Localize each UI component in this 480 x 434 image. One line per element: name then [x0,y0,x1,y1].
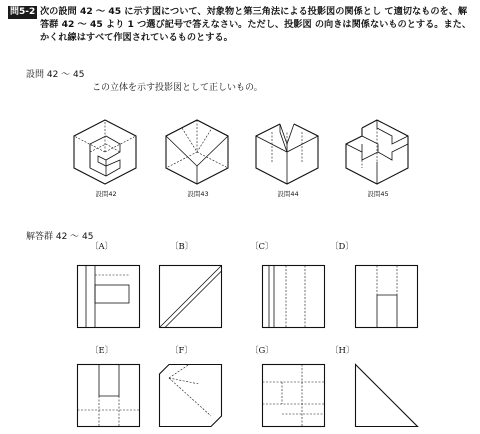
figure-44-isometric [252,118,322,186]
answer-section-label: 解答群 42 ～ 45 [26,232,94,242]
figure-45-caption: 設問45 [367,190,389,198]
choice-c-drawing [262,265,325,328]
figure-45-isometric [342,118,412,186]
choice-a-label: 〔A〕 [90,242,114,252]
figure-43-isometric [162,118,232,186]
choice-d-drawing [355,265,418,328]
choice-e-drawing [77,364,140,427]
choice-a-drawing [77,265,140,328]
question-section-label: 設問 42 ～ 45 [26,70,85,80]
question-instruction: この立体を示す投影図として正しいもの。 [92,83,263,93]
choice-h-label: 〔H〕 [330,346,355,356]
question-header [8,5,474,44]
choice-f-drawing [159,364,222,427]
figure-42-isometric [70,118,140,186]
figure-43-caption: 設問43 [187,190,209,198]
choice-g-drawing [262,364,325,427]
choice-f-label: 〔F〕 [170,346,193,356]
choice-d-label: 〔D〕 [330,242,354,252]
figure-44-caption: 設問44 [277,190,299,198]
figure-42-caption: 設問42 [95,190,117,198]
choice-g-label: 〔G〕 [250,346,274,356]
choice-e-label: 〔E〕 [90,346,114,356]
question-number-badge: 問5-2 [10,7,36,17]
choice-b-drawing [159,265,222,328]
choice-h-drawing [355,364,418,427]
question-instructions: 次の設問 42 ～ 45 に示す図について、対象物と第三角法による投影図の関係とし て適切なものを、解答群 42 ～ 45 より 1 つ選び記号で答えなさい。ただし、投影図 の向きは関係ないものとする。また、かくれ線はすべて作図されているものとする。 [40,6,472,43]
choice-c-label: 〔C〕 [250,242,274,252]
choice-b-label: 〔B〕 [170,242,194,252]
